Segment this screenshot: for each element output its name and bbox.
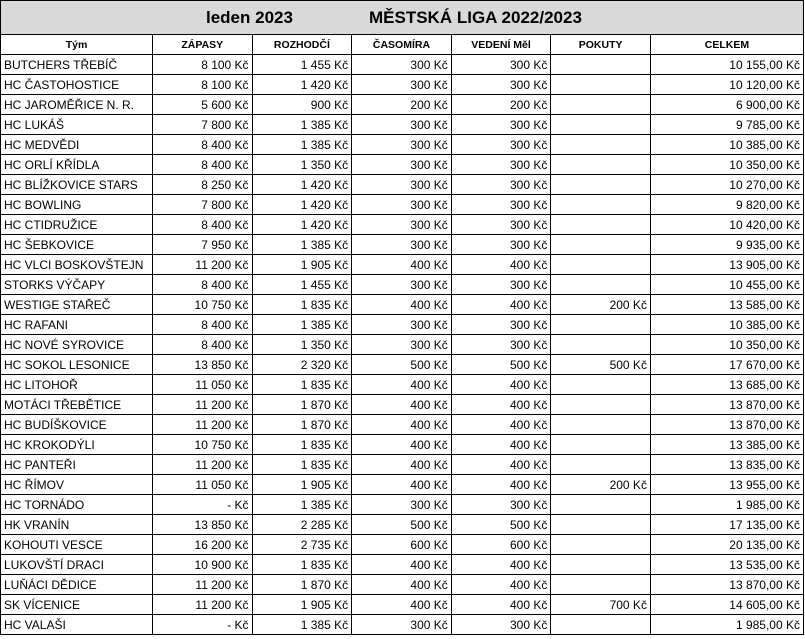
- team-cell[interactable]: LUKOVŠTÍ DRACI: [1, 555, 153, 575]
- pokuty-cell[interactable]: [551, 395, 651, 415]
- celkem-cell[interactable]: 10 270,00 Kč: [650, 175, 803, 195]
- celkem-cell[interactable]: 10 455,00 Kč: [650, 275, 803, 295]
- vedeni-cell[interactable]: 300 Kč: [451, 615, 551, 635]
- pokuty-cell[interactable]: [551, 175, 651, 195]
- table-row: [1, 135, 804, 155]
- pokuty-cell[interactable]: [551, 415, 651, 435]
- pokuty-cell[interactable]: [551, 255, 651, 275]
- team-cell[interactable]: HC MEDVĚDI: [1, 135, 153, 155]
- table-row: [1, 355, 804, 375]
- rozhodci-cell[interactable]: 1 455 Kč: [252, 275, 352, 295]
- zapasy-cell[interactable]: 8 250 Kč: [152, 175, 252, 195]
- team-cell[interactable]: HC ČASTOHOSTICE: [1, 75, 153, 95]
- vedeni-cell[interactable]: 300 Kč: [451, 335, 551, 355]
- table-row: [1, 615, 804, 635]
- zapasy-cell[interactable]: 8 400 Kč: [152, 275, 252, 295]
- pokuty-cell[interactable]: [551, 215, 651, 235]
- team-cell[interactable]: LUŇÁCI DĚDICE: [1, 575, 153, 595]
- rozhodci-cell[interactable]: 2 285 Kč: [252, 515, 352, 535]
- pokuty-cell[interactable]: 500 Kč: [551, 355, 651, 375]
- celkem-cell[interactable]: 10 350,00 Kč: [650, 335, 803, 355]
- table-row: [1, 215, 804, 235]
- title-cell[interactable]: [1, 1, 804, 35]
- table-row: [1, 575, 804, 595]
- casomira-cell[interactable]: 400 Kč: [352, 475, 452, 495]
- column-header-celkem[interactable]: CELKEM: [650, 35, 803, 55]
- table-row: [1, 495, 804, 515]
- casomira-cell[interactable]: 300 Kč: [352, 175, 452, 195]
- vedeni-cell[interactable]: 200 Kč: [451, 95, 551, 115]
- zapasy-cell[interactable]: 11 200 Kč: [152, 455, 252, 475]
- casomira-cell[interactable]: 400 Kč: [352, 595, 452, 615]
- pokuty-cell[interactable]: [551, 575, 651, 595]
- vedeni-cell[interactable]: 600 Kč: [451, 535, 551, 555]
- celkem-cell[interactable]: 1 985,00 Kč: [650, 495, 803, 515]
- team-cell[interactable]: HC LITOHOŘ: [1, 375, 153, 395]
- table-row: [1, 475, 804, 495]
- celkem-cell[interactable]: 13 870,00 Kč: [650, 415, 803, 435]
- pokuty-cell[interactable]: [551, 495, 651, 515]
- casomira-cell[interactable]: 300 Kč: [352, 495, 452, 515]
- rozhodci-cell[interactable]: 1 835 Kč: [252, 455, 352, 475]
- table-row: [1, 55, 804, 75]
- team-cell[interactable]: KOHOUTI VESCE: [1, 535, 153, 555]
- casomira-cell[interactable]: 400 Kč: [352, 395, 452, 415]
- vedeni-cell[interactable]: 300 Kč: [451, 235, 551, 255]
- zapasy-cell[interactable]: 8 100 Kč: [152, 75, 252, 95]
- vedeni-cell[interactable]: 300 Kč: [451, 195, 551, 215]
- celkem-cell[interactable]: 13 905,00 Kč: [650, 255, 803, 275]
- column-header-row: [1, 35, 804, 55]
- casomira-cell[interactable]: 400 Kč: [352, 255, 452, 275]
- team-cell[interactable]: STORKS VÝČAPY: [1, 275, 153, 295]
- casomira-cell[interactable]: 300 Kč: [352, 215, 452, 235]
- casomira-cell[interactable]: 500 Kč: [352, 355, 452, 375]
- vedeni-cell[interactable]: 300 Kč: [451, 55, 551, 75]
- casomira-cell[interactable]: 500 Kč: [352, 515, 452, 535]
- title-row: [1, 1, 804, 35]
- pokuty-cell[interactable]: [551, 335, 651, 355]
- celkem-cell[interactable]: 9 785,00 Kč: [650, 115, 803, 135]
- team-cell[interactable]: HK VRANÍN: [1, 515, 153, 535]
- celkem-cell[interactable]: 6 900,00 Kč: [650, 95, 803, 115]
- team-cell[interactable]: HC VLCI BOSKOVŠTEJN: [1, 255, 153, 275]
- rozhodci-cell[interactable]: 1 835 Kč: [252, 555, 352, 575]
- pokuty-cell[interactable]: [551, 55, 651, 75]
- pokuty-cell[interactable]: [551, 135, 651, 155]
- casomira-cell[interactable]: 400 Kč: [352, 415, 452, 435]
- rozhodci-cell[interactable]: 1 835 Kč: [252, 435, 352, 455]
- vedeni-cell[interactable]: 300 Kč: [451, 215, 551, 235]
- zapasy-cell[interactable]: 8 400 Kč: [152, 155, 252, 175]
- rozhodci-cell[interactable]: 1 835 Kč: [252, 295, 352, 315]
- celkem-cell[interactable]: 9 935,00 Kč: [650, 235, 803, 255]
- pokuty-cell[interactable]: [551, 555, 651, 575]
- zapasy-cell[interactable]: 5 600 Kč: [152, 95, 252, 115]
- zapasy-cell[interactable]: 11 200 Kč: [152, 395, 252, 415]
- casomira-cell[interactable]: 400 Kč: [352, 435, 452, 455]
- table-row: [1, 415, 804, 435]
- vedeni-cell[interactable]: 400 Kč: [451, 595, 551, 615]
- casomira-cell[interactable]: 300 Kč: [352, 235, 452, 255]
- team-cell[interactable]: HC LUKÁŠ: [1, 115, 153, 135]
- celkem-cell[interactable]: 14 605,00 Kč: [650, 595, 803, 615]
- pokuty-cell[interactable]: [551, 515, 651, 535]
- celkem-cell[interactable]: 13 870,00 Kč: [650, 575, 803, 595]
- zapasy-cell[interactable]: 8 400 Kč: [152, 135, 252, 155]
- league-title: MĚSTSKÁ LIGA 2022/2023: [369, 8, 582, 27]
- table-row: [1, 295, 804, 315]
- rozhodci-cell[interactable]: 1 385 Kč: [252, 235, 352, 255]
- team-cell[interactable]: HC NOVÉ SYROVICE: [1, 335, 153, 355]
- pokuty-cell[interactable]: 700 Kč: [551, 595, 651, 615]
- column-header-pokuty[interactable]: POKUTY: [551, 35, 651, 55]
- rozhodci-cell[interactable]: 1 835 Kč: [252, 375, 352, 395]
- vedeni-cell[interactable]: 300 Kč: [451, 495, 551, 515]
- pokuty-cell[interactable]: 200 Kč: [551, 475, 651, 495]
- column-header-zapasy[interactable]: ZÁPASY: [152, 35, 252, 55]
- vedeni-cell[interactable]: 400 Kč: [451, 295, 551, 315]
- team-cell[interactable]: HC ORLÍ KŘÍDLA: [1, 155, 153, 175]
- table-row: [1, 195, 804, 215]
- team-cell[interactable]: SK VÍCENICE: [1, 595, 153, 615]
- pokuty-cell[interactable]: [551, 115, 651, 135]
- team-cell[interactable]: HC BLÍŽKOVICE STARS: [1, 175, 153, 195]
- team-cell[interactable]: HC PANTEŘI: [1, 455, 153, 475]
- casomira-cell[interactable]: 200 Kč: [352, 95, 452, 115]
- celkem-cell[interactable]: 9 820,00 Kč: [650, 195, 803, 215]
- celkem-cell[interactable]: 1 985,00 Kč: [650, 615, 803, 635]
- zapasy-cell[interactable]: 7 800 Kč: [152, 195, 252, 215]
- column-header-vedeni[interactable]: VEDENÍ Měl: [451, 35, 551, 55]
- rozhodci-cell[interactable]: 1 870 Kč: [252, 575, 352, 595]
- rozhodci-cell[interactable]: 1 385 Kč: [252, 615, 352, 635]
- zapasy-cell[interactable]: 11 200 Kč: [152, 415, 252, 435]
- zapasy-cell[interactable]: - Kč: [152, 615, 252, 635]
- table-row: [1, 175, 804, 195]
- team-cell[interactable]: WESTIGE STAŘEČ: [1, 295, 153, 315]
- pokuty-cell[interactable]: [551, 315, 651, 335]
- vedeni-cell[interactable]: 400 Kč: [451, 455, 551, 475]
- vedeni-cell[interactable]: 300 Kč: [451, 75, 551, 95]
- casomira-cell[interactable]: 300 Kč: [352, 615, 452, 635]
- zapasy-cell[interactable]: 8 400 Kč: [152, 315, 252, 335]
- celkem-cell[interactable]: 10 120,00 Kč: [650, 75, 803, 95]
- casomira-cell[interactable]: 300 Kč: [352, 135, 452, 155]
- table-row: [1, 115, 804, 135]
- casomira-cell[interactable]: 400 Kč: [352, 455, 452, 475]
- column-header-rozhodci[interactable]: ROZHODČÍ: [252, 35, 352, 55]
- month-title: leden 2023: [206, 8, 293, 27]
- table-body: [1, 55, 804, 635]
- rozhodci-cell[interactable]: 1 420 Kč: [252, 195, 352, 215]
- column-header-casomira[interactable]: ČASOMÍRA: [352, 35, 452, 55]
- celkem-cell[interactable]: 10 350,00 Kč: [650, 155, 803, 175]
- vedeni-cell[interactable]: 300 Kč: [451, 115, 551, 135]
- celkem-cell[interactable]: 17 670,00 Kč: [650, 355, 803, 375]
- rozhodci-cell[interactable]: 1 420 Kč: [252, 75, 352, 95]
- casomira-cell[interactable]: 300 Kč: [352, 55, 452, 75]
- vedeni-cell[interactable]: 300 Kč: [451, 275, 551, 295]
- pokuty-cell[interactable]: [551, 275, 651, 295]
- rozhodci-cell[interactable]: 1 385 Kč: [252, 115, 352, 135]
- table-row: [1, 455, 804, 475]
- vedeni-cell[interactable]: 400 Kč: [451, 475, 551, 495]
- table-row: [1, 435, 804, 455]
- celkem-cell[interactable]: 10 385,00 Kč: [650, 315, 803, 335]
- team-cell[interactable]: HC ŘÍMOV: [1, 475, 153, 495]
- zapasy-cell[interactable]: - Kč: [152, 495, 252, 515]
- pokuty-cell[interactable]: [551, 535, 651, 555]
- celkem-cell[interactable]: 10 420,00 Kč: [650, 215, 803, 235]
- casomira-cell[interactable]: 400 Kč: [352, 555, 452, 575]
- table-row: [1, 515, 804, 535]
- rozhodci-cell[interactable]: 2 735 Kč: [252, 535, 352, 555]
- rozhodci-cell[interactable]: 1 455 Kč: [252, 55, 352, 75]
- zapasy-cell[interactable]: 8 400 Kč: [152, 215, 252, 235]
- casomira-cell[interactable]: 300 Kč: [352, 75, 452, 95]
- pokuty-cell[interactable]: [551, 95, 651, 115]
- celkem-cell[interactable]: 10 155,00 Kč: [650, 55, 803, 75]
- vedeni-cell[interactable]: 500 Kč: [451, 515, 551, 535]
- zapasy-cell[interactable]: 11 200 Kč: [152, 595, 252, 615]
- vedeni-cell[interactable]: 400 Kč: [451, 375, 551, 395]
- rozhodci-cell[interactable]: 1 385 Kč: [252, 495, 352, 515]
- table-row: [1, 95, 804, 115]
- rozhodci-cell[interactable]: 1 905 Kč: [252, 595, 352, 615]
- rozhodci-cell[interactable]: 1 350 Kč: [252, 335, 352, 355]
- team-cell[interactable]: HC TORNÁDO: [1, 495, 153, 515]
- rozhodci-cell[interactable]: 1 350 Kč: [252, 155, 352, 175]
- zapasy-cell[interactable]: 8 400 Kč: [152, 335, 252, 355]
- rozhodci-cell[interactable]: 2 320 Kč: [252, 355, 352, 375]
- rozhodci-cell[interactable]: 1 870 Kč: [252, 415, 352, 435]
- team-cell[interactable]: HC VALAŠI: [1, 615, 153, 635]
- team-cell[interactable]: HC SOKOL LESONICE: [1, 355, 153, 375]
- zapasy-cell[interactable]: 10 900 Kč: [152, 555, 252, 575]
- celkem-cell[interactable]: 13 870,00 Kč: [650, 395, 803, 415]
- zapasy-cell[interactable]: 11 050 Kč: [152, 375, 252, 395]
- pokuty-cell[interactable]: 200 Kč: [551, 295, 651, 315]
- vedeni-cell[interactable]: 300 Kč: [451, 135, 551, 155]
- casomira-cell[interactable]: 300 Kč: [352, 115, 452, 135]
- zapasy-cell[interactable]: 7 800 Kč: [152, 115, 252, 135]
- vedeni-cell[interactable]: 400 Kč: [451, 555, 551, 575]
- rozhodci-cell[interactable]: 1 385 Kč: [252, 315, 352, 335]
- table-row: [1, 315, 804, 335]
- casomira-cell[interactable]: 600 Kč: [352, 535, 452, 555]
- vedeni-cell[interactable]: 400 Kč: [451, 435, 551, 455]
- casomira-cell[interactable]: 300 Kč: [352, 275, 452, 295]
- vedeni-cell[interactable]: 400 Kč: [451, 255, 551, 275]
- pokuty-cell[interactable]: [551, 155, 651, 175]
- rozhodci-cell[interactable]: 1 420 Kč: [252, 175, 352, 195]
- vedeni-cell[interactable]: 300 Kč: [451, 155, 551, 175]
- celkem-cell[interactable]: 13 955,00 Kč: [650, 475, 803, 495]
- vedeni-cell[interactable]: 300 Kč: [451, 175, 551, 195]
- celkem-cell[interactable]: 17 135,00 Kč: [650, 515, 803, 535]
- rozhodci-cell[interactable]: 1 870 Kč: [252, 395, 352, 415]
- table-row: [1, 275, 804, 295]
- vedeni-cell[interactable]: 300 Kč: [451, 315, 551, 335]
- celkem-cell[interactable]: 13 835,00 Kč: [650, 455, 803, 475]
- team-cell[interactable]: HC BOWLING: [1, 195, 153, 215]
- zapasy-cell[interactable]: 13 850 Kč: [152, 355, 252, 375]
- zapasy-cell[interactable]: 11 050 Kč: [152, 475, 252, 495]
- table-row: [1, 75, 804, 95]
- celkem-cell[interactable]: 13 585,00 Kč: [650, 295, 803, 315]
- casomira-cell[interactable]: 400 Kč: [352, 295, 452, 315]
- pokuty-cell[interactable]: [551, 615, 651, 635]
- table-row: [1, 235, 804, 255]
- celkem-cell[interactable]: 13 685,00 Kč: [650, 375, 803, 395]
- pokuty-cell[interactable]: [551, 455, 651, 475]
- table-row: [1, 155, 804, 175]
- pokuty-cell[interactable]: [551, 195, 651, 215]
- table-row: [1, 255, 804, 275]
- team-cell[interactable]: HC RAFANI: [1, 315, 153, 335]
- zapasy-cell[interactable]: 8 100 Kč: [152, 55, 252, 75]
- zapasy-cell[interactable]: 16 200 Kč: [152, 535, 252, 555]
- celkem-cell[interactable]: 20 135,00 Kč: [650, 535, 803, 555]
- team-cell[interactable]: MOTÁCI TŘEBĚTICE: [1, 395, 153, 415]
- table-row: [1, 335, 804, 355]
- rozhodci-cell[interactable]: 1 905 Kč: [252, 255, 352, 275]
- team-cell[interactable]: HC JAROMĚŘICE N. R.: [1, 95, 153, 115]
- team-cell[interactable]: BUTCHERS TŘEBÍČ: [1, 55, 153, 75]
- team-cell[interactable]: HC ŠEBKOVICE: [1, 235, 153, 255]
- casomira-cell[interactable]: 300 Kč: [352, 335, 452, 355]
- zapasy-cell[interactable]: 10 750 Kč: [152, 295, 252, 315]
- team-cell[interactable]: HC BUDÍŠKOVICE: [1, 415, 153, 435]
- casomira-cell[interactable]: 300 Kč: [352, 195, 452, 215]
- zapasy-cell[interactable]: 7 950 Kč: [152, 235, 252, 255]
- zapasy-cell[interactable]: 11 200 Kč: [152, 575, 252, 595]
- table-row: [1, 375, 804, 395]
- table-row: [1, 595, 804, 615]
- rozhodci-cell[interactable]: 1 905 Kč: [252, 475, 352, 495]
- casomira-cell[interactable]: 400 Kč: [352, 375, 452, 395]
- vedeni-cell[interactable]: 400 Kč: [451, 575, 551, 595]
- celkem-cell[interactable]: 13 385,00 Kč: [650, 435, 803, 455]
- casomira-cell[interactable]: 300 Kč: [352, 155, 452, 175]
- celkem-cell[interactable]: 13 535,00 Kč: [650, 555, 803, 575]
- pokuty-cell[interactable]: [551, 75, 651, 95]
- rozhodci-cell[interactable]: 1 385 Kč: [252, 135, 352, 155]
- casomira-cell[interactable]: 400 Kč: [352, 575, 452, 595]
- table-row: [1, 555, 804, 575]
- vedeni-cell[interactable]: 500 Kč: [451, 355, 551, 375]
- table-row: [1, 395, 804, 415]
- celkem-cell[interactable]: 10 385,00 Kč: [650, 135, 803, 155]
- team-cell[interactable]: HC KROKODÝLI: [1, 435, 153, 455]
- vedeni-cell[interactable]: 400 Kč: [451, 395, 551, 415]
- rozhodci-cell[interactable]: 900 Kč: [252, 95, 352, 115]
- pokuty-cell[interactable]: [551, 375, 651, 395]
- team-cell[interactable]: HC CTIDRUŽICE: [1, 215, 153, 235]
- pokuty-cell[interactable]: [551, 435, 651, 455]
- casomira-cell[interactable]: 300 Kč: [352, 315, 452, 335]
- column-header-team[interactable]: Tým: [1, 35, 153, 55]
- zapasy-cell[interactable]: 10 750 Kč: [152, 435, 252, 455]
- table-row: [1, 535, 804, 555]
- vedeni-cell[interactable]: 400 Kč: [451, 415, 551, 435]
- pokuty-cell[interactable]: [551, 235, 651, 255]
- zapasy-cell[interactable]: 13 850 Kč: [152, 515, 252, 535]
- zapasy-cell[interactable]: 11 200 Kč: [152, 255, 252, 275]
- rozhodci-cell[interactable]: 1 420 Kč: [252, 215, 352, 235]
